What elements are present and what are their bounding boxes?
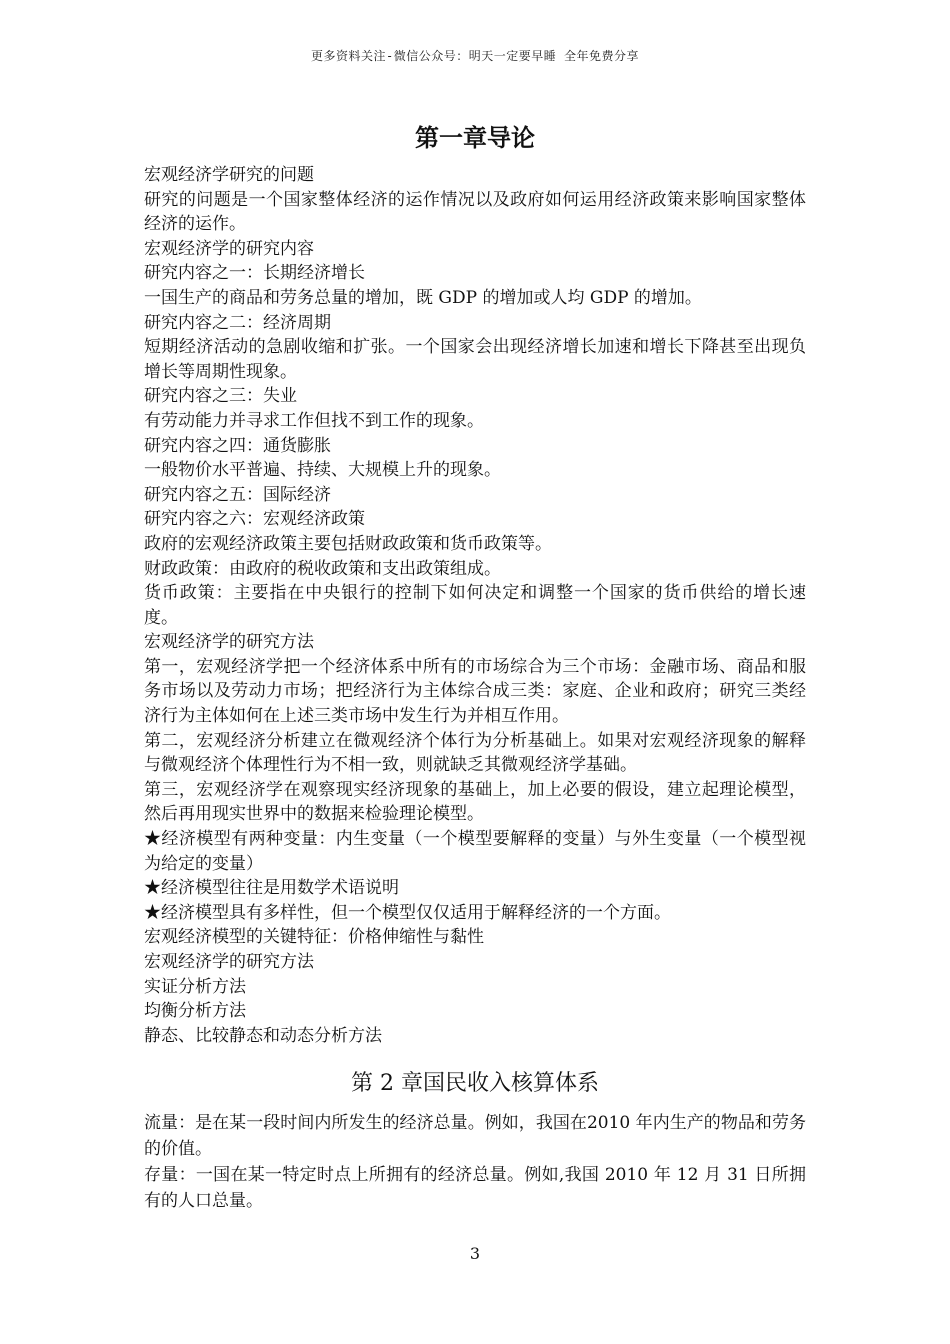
paragraph: 货币政策：主要指在中央银行的控制下如何决定和调整一个国家的货币供给的增长速度。 [144,583,806,628]
paragraph: 财政政策：由政府的税收政策和支出政策组成。 [144,558,501,579]
paragraph: 实证分析方法 [144,976,246,997]
chapter-2-title: 第 2 章国民收入核算体系 [351,1071,599,1096]
paragraph: 宏观经济学的研究方法 [144,632,314,653]
paragraph: 研究内容之一：长期经济增长 [144,263,365,284]
paragraph: 宏观经济学研究的问题 [144,165,314,185]
paragraph: 第二，宏观经济分析建立在微观经济个体行为分析基础上。如果对宏观经济现象的解释与微观经济个体理性行为不相一致，则就缺乏其微观经济学基础。 [144,730,806,776]
paragraph: 研究内容之四：通货膨胀 [144,435,331,456]
paragraph: ★经济模型往往是用数学术语说明 [144,878,399,899]
paragraph: 第一，宏观经济学把一个经济体系中所有的市场综合为三个市场：金融市场、商品和服务市场以及劳动力市场；把经济行为主体综合成三类：家庭、企业和政府；研究三类经济行为主体如何在上述三类市场中发生行为并相互作用。 [144,656,806,727]
paragraph: 研究内容之五：国际经济 [144,484,331,505]
paragraph: 研究的问题是一个国家整体经济的运作情况以及政府如何运用经济政策来影响国家整体经济的运作。 [144,189,806,235]
paragraph: 一般物价水平普遍、持续、大规模上升的现象。 [144,460,501,481]
paragraph: 研究内容之三：失业 [144,386,297,407]
paragraph: 宏观经济学的研究方法 [144,952,314,972]
paragraph: 研究内容之六：宏观经济政策 [144,509,365,530]
paragraph: ★经济模型有两种变量：内生变量（一个模型要解释的变量）与外生变量（一个模型视为给定的变量） [144,829,806,874]
paragraph: 存量：一国在某一特定时点上所拥有的经济总量。例如,我国 2010 年 12 月 31 日所拥有的人口总量。 [144,1165,806,1211]
paragraph: 宏观经济学的研究内容 [144,238,314,259]
paragraph: 第三，宏观经济学在观察现实经济现象的基础上，加上必要的假设，建立起理论模型，然后再用现实世界中的数据来检验理论模型。 [144,779,806,825]
paragraph: ★经济模型具有多样性，但一个模型仅仅适用于解释经济的一个方面。 [144,902,671,923]
paragraph: 一国生产的商品和劳务总量的增加，既 GDP 的增加或人均 GDP 的增加。 [144,287,702,308]
paragraph: 短期经济活动的急剧收缩和扩张。一个国家会出现经济增长加速和增长下降甚至出现负增长等周期性现象。 [144,337,806,382]
paragraph: 政府的宏观经济政策主要包括财政政策和货币政策等。 [144,533,552,554]
page-header: 更多资料关注-微信公众号：明天一定要早睡 全年免费分享 [311,49,639,63]
paragraph: 宏观经济模型的关键特征：价格伸缩性与黏性 [144,927,484,948]
page-number: 3 [469,1244,481,1263]
chapter-1-title: 第一章导论 [415,124,535,152]
paragraph: 研究内容之二：经济周期 [144,312,331,333]
paragraph: 静态、比较静态和动态分析方法 [144,1025,382,1046]
paragraph: 均衡分析方法 [144,1001,246,1022]
chapter-2-body [144,1110,806,1214]
paragraph: 有劳动能力并寻求工作但找不到工作的现象。 [144,410,484,431]
paragraph: 流量：是在某一段时间内所发生的经济总量。例如，我国在2010 年内生产的物品和劳务的价值。 [144,1113,806,1159]
chapter-1-body [144,163,806,1048]
